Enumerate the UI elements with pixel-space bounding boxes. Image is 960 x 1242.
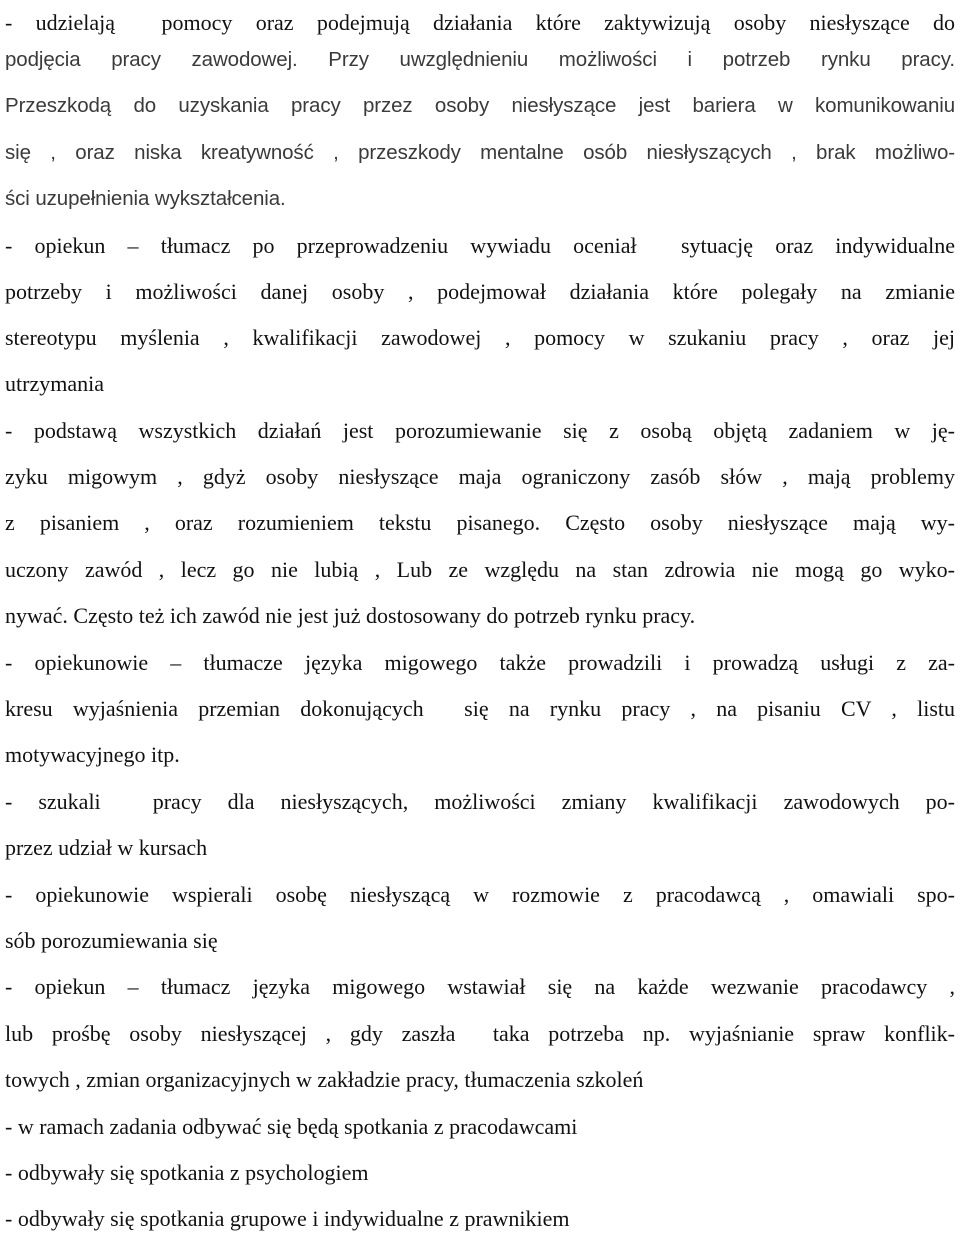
text-line: towych , zmian organizacyjnych w zakładzie pracy, tłumaczenia szkoleń xyxy=(5,1067,644,1092)
text-line: stereotypu myślenia , kwalifikacji zawodowej , pomocy w szukaniu pracy , oraz jej xyxy=(5,325,955,350)
text-line: utrzymania xyxy=(5,371,104,396)
text-line: nywać. Często też ich zawód nie jest już dostosowany do potrzeb rynku pracy. xyxy=(5,603,696,628)
text-line: przez udział w kursach xyxy=(5,835,208,860)
text-line: - szukali pracy dla niesłyszących, możliwości zmiany kwalifikacji zawodowych po- xyxy=(5,789,955,814)
text-line: - opiekunowie wspierali osobę niesłyszącą w rozmowie z pracodawcą , omawiali spo- xyxy=(5,882,955,907)
text-line: się , oraz niska kreatywność , przeszkody mentalne osób niesłyszących , brak możliwo- xyxy=(5,141,955,164)
text-line: - udzielają pomocy oraz podejmują działania które zaktywizują osoby niesłyszące do xyxy=(5,10,955,35)
text-line: motywacyjnego itp. xyxy=(5,742,180,767)
text-line: Przeszkodą do uzyskania pracy przez osoby niesłyszące jest bariera w komunikowaniu xyxy=(5,94,955,117)
text-line: - opiekun – tłumacz po przeprowadzeniu wywiadu oceniał sytuację oraz indywidualne xyxy=(5,233,955,258)
text-line: - podstawą wszystkich działań jest porozumiewanie się z osobą objętą zadaniem w ję- xyxy=(5,418,955,443)
text-line: lub prośbę osoby niesłyszącej , gdy zaszła taka potrzeba np. wyjaśnianie spraw konflik- xyxy=(5,1021,955,1046)
text-line: zyku migowym , gdyż osoby niesłyszące maja ograniczony zasób słów , mają problemy xyxy=(5,464,955,489)
text-line: - opiekunowie – tłumacze języka migowego także prowadzili i prowadzą usługi z za- xyxy=(5,650,955,675)
text-line: - odbywały się spotkania grupowe i indywidualne z prawnikiem xyxy=(5,1206,570,1231)
text-line: potrzeby i możliwości danej osoby , podejmował działania które polegały na zmianie xyxy=(5,279,955,304)
text-line: - w ramach zadania odbywać się będą spotkania z pracodawcami xyxy=(5,1114,578,1139)
text-line: uczony zawód , lecz go nie lubią , Lub ze względu na stan zdrowia nie mogą go wyko- xyxy=(5,557,955,582)
document-page xyxy=(5,0,955,1236)
text-line: - opiekun – tłumacz języka migowego wstawiał się na każde wezwanie pracodawcy , xyxy=(5,974,955,999)
text-line: ści uzupełnienia wykształcenia. xyxy=(5,187,286,210)
text-line: kresu wyjaśnienia przemian dokonujących się na rynku pracy , na pisaniu CV , listu xyxy=(5,696,955,721)
text-line: podjęcia pracy zawodowej. Przy uwzględnieniu możliwości i potrzeb rynku pracy. xyxy=(5,48,955,71)
text-line: z pisaniem , oraz rozumieniem tekstu pisanego. Często osoby niesłyszące mają wy- xyxy=(5,510,955,535)
text-line: - odbywały się spotkania z psychologiem xyxy=(5,1160,369,1185)
text-line: sób porozumiewania się xyxy=(5,928,218,953)
